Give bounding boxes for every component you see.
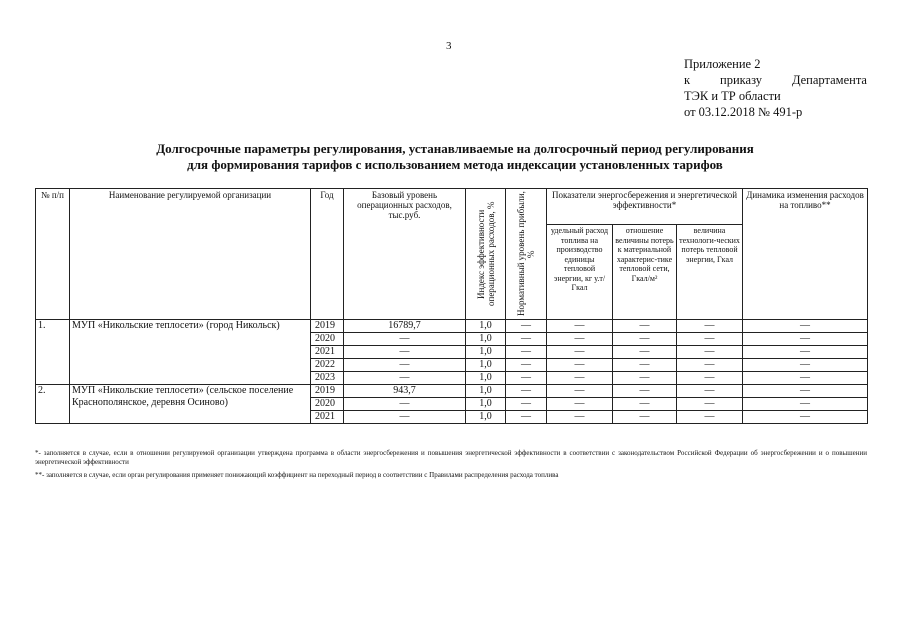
cell-dyn: —	[743, 411, 868, 424]
header-energy-sub-1: удельный расход топлива на производство единицы тепловой энергии, кг у.т/Гкал	[547, 225, 613, 320]
header-dynamics: Динамика изменения расходов на топливо**	[743, 189, 868, 320]
year-cell: 2019	[311, 320, 344, 333]
year-cell: 2020	[311, 398, 344, 411]
title-line-2: для формирования тарифов с использованием метода индексации установленных тарифов	[187, 157, 723, 172]
cell-base: —	[344, 411, 466, 424]
title-line-1: Долгосрочные параметры регулирования, устанавливаемые на долгосрочный период регулирования	[156, 141, 754, 156]
cell-dyn: —	[743, 333, 868, 346]
cell-e3: —	[677, 372, 743, 385]
cell-e3: —	[677, 385, 743, 398]
footnote-2: **- заполняется в случае, если орган регулирования применяет понижающий коэффициент на переходный период в соответствии с Правилами распределения расхода топлива	[35, 471, 559, 479]
annex-word: приказу	[720, 73, 763, 87]
header-name: Наименование регулируемой организации	[70, 189, 311, 320]
cell-e3: —	[677, 320, 743, 333]
cell-base: 16789,7	[344, 320, 466, 333]
table-body	[36, 320, 868, 424]
year-cell: 2023	[311, 372, 344, 385]
header-base: Базовый уровень операционных расходов, тыс.руб.	[344, 189, 466, 320]
cell-e2: —	[613, 411, 677, 424]
cell-e1: —	[547, 333, 613, 346]
cell-dyn: —	[743, 398, 868, 411]
table-row	[36, 385, 868, 398]
organization-name: МУП «Никольские теплосети» (сельское поселение Краснополянское, деревня Осиново)	[70, 385, 311, 424]
year-cell: 2020	[311, 333, 344, 346]
document-title	[40, 141, 870, 173]
cell-profit: —	[506, 372, 547, 385]
cell-profit: —	[506, 333, 547, 346]
parameters-table	[35, 188, 868, 424]
annex-block	[684, 56, 867, 120]
year-cell: 2019	[311, 385, 344, 398]
annex-line-1: Приложение 2	[684, 57, 761, 71]
cell-base: —	[344, 346, 466, 359]
row-number: 2.	[36, 385, 70, 424]
cell-e3: —	[677, 398, 743, 411]
cell-index: 1,0	[466, 333, 506, 346]
cell-e2: —	[613, 320, 677, 333]
cell-e3: —	[677, 411, 743, 424]
cell-e1: —	[547, 411, 613, 424]
year-cell: 2021	[311, 346, 344, 359]
annex-line-3: ТЭК и ТР области	[684, 89, 781, 103]
row-number: 1.	[36, 320, 70, 385]
cell-e3: —	[677, 359, 743, 372]
annex-word: Департамента	[791, 73, 867, 87]
cell-dyn: —	[743, 385, 868, 398]
header-profit-text: Нормативный уровень прибыли, %	[516, 191, 536, 317]
header-profit	[506, 189, 547, 320]
cell-e1: —	[547, 372, 613, 385]
header-energy-sub-2: отношение величины потерь к материальной характерис-тике тепловой сети, Гкал/м²	[613, 225, 677, 320]
cell-e2: —	[613, 398, 677, 411]
cell-profit: —	[506, 385, 547, 398]
cell-profit: —	[506, 346, 547, 359]
cell-dyn: —	[743, 372, 868, 385]
cell-index: 1,0	[466, 398, 506, 411]
header-num: № п/п	[36, 189, 70, 320]
year-cell: 2022	[311, 359, 344, 372]
cell-index: 1,0	[466, 346, 506, 359]
cell-base: —	[344, 398, 466, 411]
cell-e2: —	[613, 372, 677, 385]
cell-dyn: —	[743, 346, 868, 359]
page-number: 3	[446, 40, 452, 52]
cell-e1: —	[547, 346, 613, 359]
annex-line-2	[684, 72, 867, 88]
header-index	[466, 189, 506, 320]
cell-e1: —	[547, 398, 613, 411]
cell-profit: —	[506, 398, 547, 411]
cell-e1: —	[547, 320, 613, 333]
cell-e2: —	[613, 359, 677, 372]
table-row	[36, 320, 868, 333]
cell-e2: —	[613, 385, 677, 398]
year-cell: 2021	[311, 411, 344, 424]
cell-base: 943,7	[344, 385, 466, 398]
annex-line-4: от 03.12.2018 № 491-р	[684, 105, 803, 119]
cell-profit: —	[506, 359, 547, 372]
cell-base: —	[344, 333, 466, 346]
cell-e2: —	[613, 333, 677, 346]
cell-index: 1,0	[466, 411, 506, 424]
cell-profit: —	[506, 411, 547, 424]
cell-profit: —	[506, 320, 547, 333]
cell-index: 1,0	[466, 359, 506, 372]
footnote-1: *- заполняется в случае, если в отношении регулируемой организации утверждена программа в области энергосбережения и повышения энергетической эффективности в соответствии с законодательством Российской Федерации об энергосбережении и о повышении энергетической эффективности	[35, 449, 867, 466]
cell-dyn: —	[743, 359, 868, 372]
cell-e2: —	[613, 346, 677, 359]
cell-base: —	[344, 359, 466, 372]
cell-e3: —	[677, 346, 743, 359]
header-energy: Показатели энергосбережения и энергетической эффективности*	[547, 189, 743, 225]
cell-index: 1,0	[466, 320, 506, 333]
cell-dyn: —	[743, 320, 868, 333]
cell-index: 1,0	[466, 372, 506, 385]
header-year: Год	[311, 189, 344, 320]
header-energy-sub-3: величина технологи-ческих потерь тепловой энергии, Гкал	[677, 225, 743, 320]
cell-e1: —	[547, 385, 613, 398]
organization-name: МУП «Никольские теплосети» (город Никольск)	[70, 320, 311, 385]
header-index-text: Индекс эффективности операционных расходов, %	[475, 201, 496, 307]
cell-base: —	[344, 372, 466, 385]
annex-word: к	[684, 73, 691, 87]
cell-index: 1,0	[466, 385, 506, 398]
cell-e1: —	[547, 359, 613, 372]
cell-e3: —	[677, 333, 743, 346]
